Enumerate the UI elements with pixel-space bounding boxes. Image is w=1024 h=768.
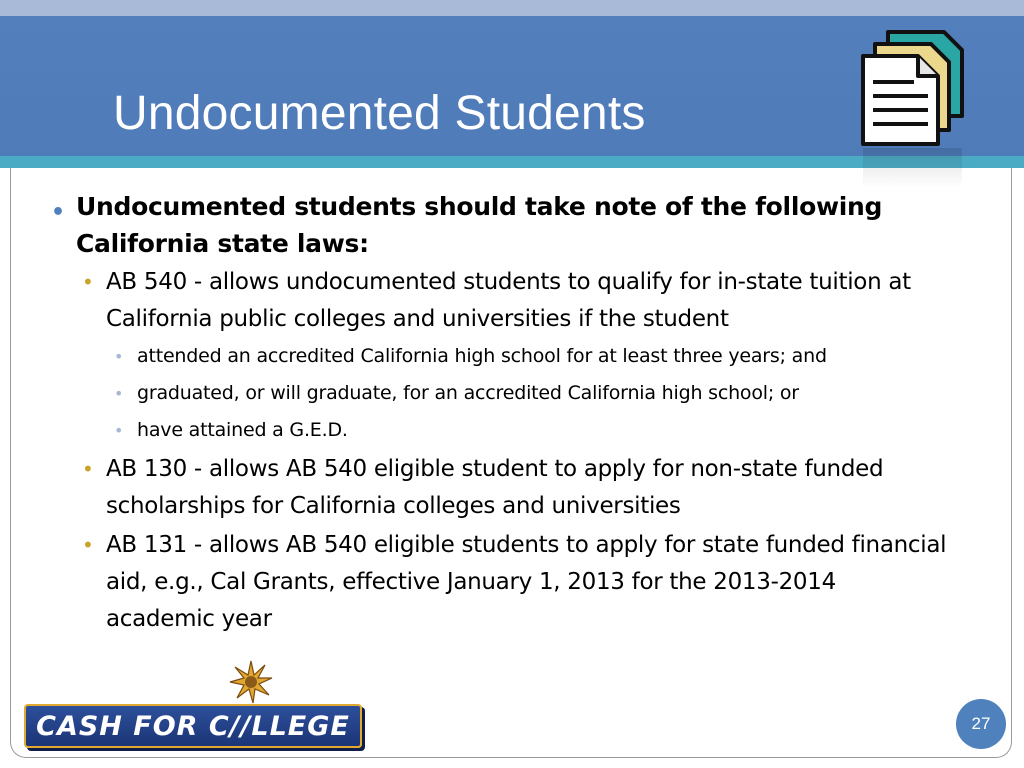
ab130-bullet (48, 451, 948, 525)
slide-content (48, 188, 948, 638)
star-burst-icon (229, 660, 273, 704)
cash-for-college-logo (24, 660, 364, 756)
bullet-dot: • (51, 200, 65, 225)
ab540-condition: • have attained a G.E.D. (48, 412, 948, 449)
bullet-dot: • (114, 421, 124, 440)
bullet-dot: • (82, 457, 94, 481)
slide-title: Undocumented Students (113, 87, 646, 140)
main-bullet-text: Undocumented students should take note of the following California state laws: (76, 192, 883, 258)
documents-stack-icon (858, 24, 970, 194)
logo-text: CASH FOR C//LLEGE (36, 710, 350, 742)
ab540-condition: • graduated, or will graduate, for an accredited California high school; or (48, 375, 948, 412)
top-strip (0, 0, 1024, 16)
ab540-text: AB 540 - allows undocumented students to qualify for in-state tuition at California public colleges and universities if the student (106, 269, 911, 332)
main-bullet (48, 188, 948, 262)
bullet-dot: • (82, 533, 94, 557)
ab131-bullet (48, 527, 948, 638)
ab130-text: AB 130 - allows AB 540 eligible student to apply for non-state funded scholarships for California colleges and universities (106, 456, 884, 519)
ab540-bullet (48, 264, 948, 338)
page-number: 27 (956, 699, 1006, 749)
logo-banner (24, 704, 362, 748)
bullet-dot: • (114, 347, 124, 366)
ab131-text: AB 131 - allows AB 540 eligible students to apply for state funded financial aid, e.g., Cal Grants, effective January 1, 2013 for the 2013-2014 academic year (106, 532, 947, 632)
ab540-condition: • attended an accredited California high school for at least three years; and (48, 338, 948, 375)
bullet-dot: • (82, 270, 94, 294)
bullet-dot: • (114, 384, 124, 403)
